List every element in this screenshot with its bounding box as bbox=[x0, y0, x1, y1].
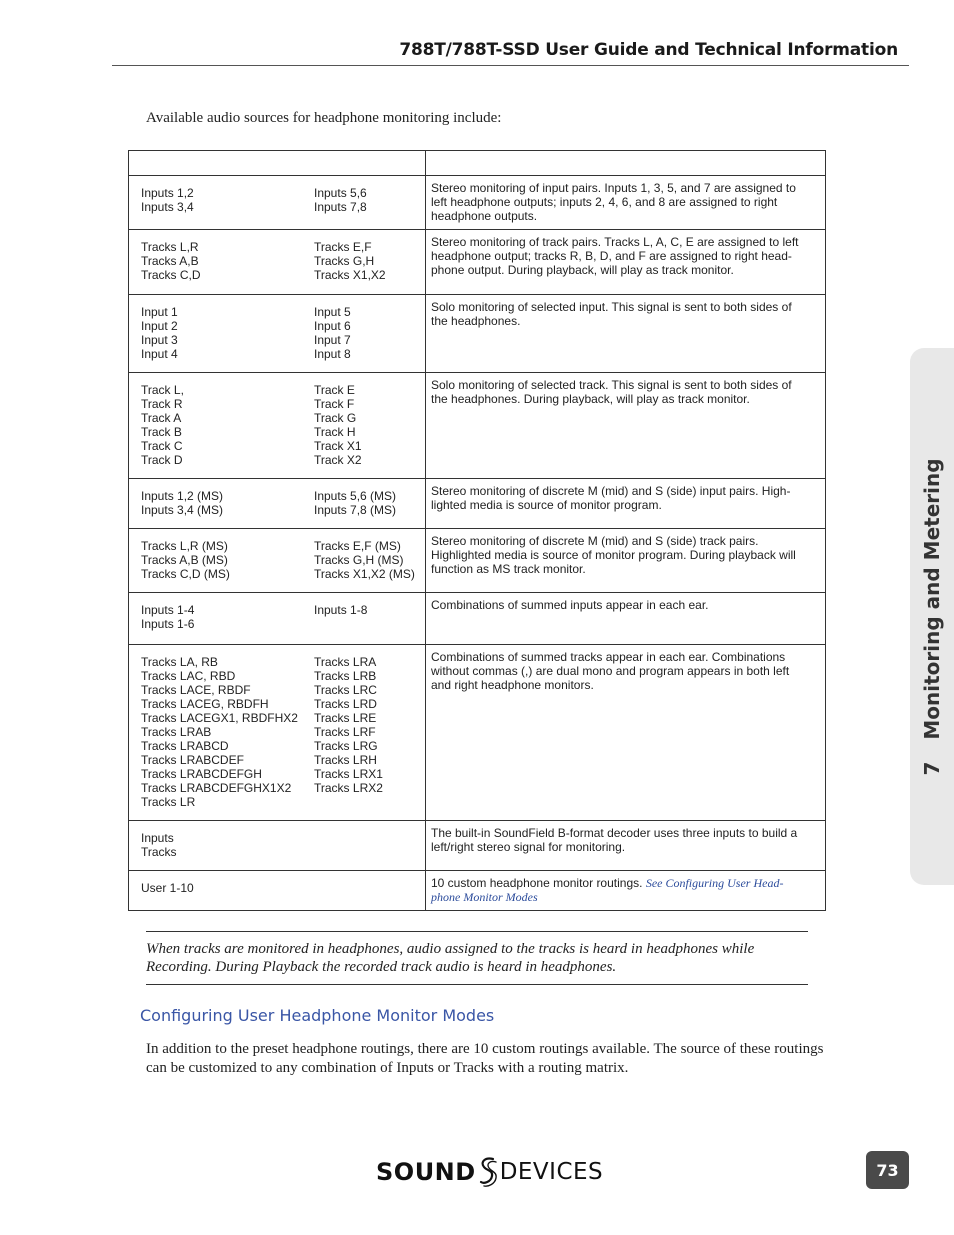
source-item: Tracks LACEG, RBDFH bbox=[141, 697, 269, 711]
description-cell bbox=[426, 230, 826, 295]
table-row bbox=[129, 593, 826, 645]
table-row bbox=[129, 529, 826, 593]
source-column bbox=[314, 881, 425, 895]
description-cell bbox=[426, 821, 826, 871]
page-header-title: 788T/788T-SSD User Guide and Technical Information bbox=[399, 40, 898, 60]
source-item: Tracks LRF bbox=[314, 725, 376, 739]
description-text: Solo monitoring of selected input. This signal is sent to both sides of the headphones. bbox=[431, 300, 792, 328]
headphone-sources-table bbox=[128, 150, 826, 911]
source-item: Tracks LRABCD bbox=[141, 739, 229, 753]
source-item: Track A bbox=[141, 411, 182, 425]
source-cell bbox=[129, 479, 426, 529]
note-text: When tracks are monitored in headphones, audio assigned to the tracks is heard in headphones while Recording. During Playback the recorded track audio is heard in headphones. bbox=[146, 941, 755, 975]
source-item: Track F bbox=[314, 397, 355, 411]
source-item: User 1-10 bbox=[141, 881, 194, 895]
page-number-badge: 73 bbox=[866, 1151, 909, 1189]
header-rule bbox=[112, 65, 909, 66]
source-item: Tracks C,D (MS) bbox=[141, 567, 230, 581]
source-item: Tracks E,F bbox=[314, 240, 372, 254]
table-row bbox=[129, 821, 826, 871]
source-item: Tracks E,F (MS) bbox=[314, 539, 401, 553]
source-item: Tracks LRAB bbox=[141, 725, 212, 739]
source-item: Tracks X1,X2 (MS) bbox=[314, 567, 415, 581]
source-item: Tracks L,R bbox=[141, 240, 199, 254]
source-item: Inputs 1-4 bbox=[141, 603, 195, 617]
source-item: Track X2 bbox=[314, 453, 362, 467]
table-header-cell-description bbox=[426, 151, 826, 176]
description-cell bbox=[426, 295, 826, 373]
source-item: Track C bbox=[141, 439, 183, 453]
source-item: Tracks LR bbox=[141, 795, 196, 809]
source-item: Track G bbox=[314, 411, 357, 425]
source-column bbox=[314, 831, 425, 859]
source-column bbox=[141, 240, 314, 282]
description-text: Stereo monitoring of discrete M (mid) and S (side) track pairs. Highlighted media is source of monitor program. During playback will function as MS track monitor. bbox=[431, 534, 796, 576]
source-item: Input 4 bbox=[141, 347, 178, 361]
description-text: Stereo monitoring of input pairs. Inputs 1, 3, 5, and 7 are assigned to left headphone outputs; inputs 2, 4, 6, and 8 are assigned to right headphone outputs. bbox=[431, 181, 796, 223]
cross-reference-link[interactable]: See Configuring User Head-phone Monitor Modes bbox=[431, 876, 784, 904]
table-row bbox=[129, 176, 826, 230]
source-item: Tracks X1,X2 bbox=[314, 268, 386, 282]
table-row bbox=[129, 645, 826, 821]
source-column bbox=[141, 539, 314, 581]
source-item: Input 7 bbox=[314, 333, 351, 347]
description-cell bbox=[426, 871, 826, 911]
source-item: Tracks LRE bbox=[314, 711, 377, 725]
source-column bbox=[314, 186, 425, 214]
source-item: Tracks LRC bbox=[314, 683, 377, 697]
source-column bbox=[141, 186, 314, 214]
table-row bbox=[129, 479, 826, 529]
source-item: Inputs 1,2 bbox=[141, 186, 194, 200]
source-item: Tracks LRH bbox=[314, 753, 377, 767]
table-header-cell-source bbox=[129, 151, 426, 176]
source-column bbox=[314, 240, 425, 282]
source-column bbox=[314, 489, 425, 517]
table-header-row bbox=[129, 151, 826, 176]
note-rule-bottom bbox=[146, 984, 808, 985]
table-row bbox=[129, 871, 826, 911]
source-item: Tracks A,B bbox=[141, 254, 199, 268]
source-cell bbox=[129, 295, 426, 373]
description-text: Stereo monitoring of discrete M (mid) and S (side) input pairs. High-lighted media is source of monitor program. bbox=[431, 484, 791, 512]
logo-devices-text: DEVICES bbox=[499, 1159, 604, 1185]
source-item: Tracks LRD bbox=[314, 697, 377, 711]
source-column bbox=[141, 881, 314, 895]
description-text: Combinations of summed inputs appear in each ear. bbox=[431, 598, 709, 612]
source-column bbox=[141, 383, 314, 467]
source-item: Track H bbox=[314, 425, 356, 439]
source-item: Input 1 bbox=[141, 305, 178, 319]
description-cell bbox=[426, 373, 826, 479]
source-column bbox=[141, 831, 314, 859]
chapter-side-tab-text bbox=[920, 458, 944, 775]
source-item: Inputs 1-8 bbox=[314, 603, 368, 617]
source-column bbox=[314, 603, 425, 631]
source-column bbox=[141, 603, 314, 631]
source-item: Tracks LRABCDEFGH bbox=[141, 767, 262, 781]
source-item: Inputs 3,4 (MS) bbox=[141, 503, 224, 517]
source-cell bbox=[129, 230, 426, 295]
source-item: Input 5 bbox=[314, 305, 351, 319]
source-item: Inputs 7,8 (MS) bbox=[314, 503, 397, 517]
source-cell bbox=[129, 645, 426, 821]
source-item: Tracks LACE, RBDF bbox=[141, 683, 251, 697]
sound-devices-logo bbox=[376, 1154, 603, 1190]
source-item: Tracks LACEGX1, RBDFHX2 bbox=[141, 711, 298, 725]
source-cell bbox=[129, 871, 426, 911]
source-item: Tracks G,H bbox=[314, 254, 375, 268]
source-item: Track X1 bbox=[314, 439, 362, 453]
source-item: Inputs 7,8 bbox=[314, 200, 367, 214]
source-item: Track D bbox=[141, 453, 183, 467]
source-column bbox=[141, 305, 314, 361]
description-text: Combinations of summed tracks appear in each ear. Combinations without commas (,) are dual mono and program appears in both left and right headphone monitors. bbox=[431, 650, 790, 692]
source-item: Tracks LRABCDEFGHX1X2 bbox=[141, 781, 292, 795]
source-item: Input 6 bbox=[314, 319, 351, 333]
table-row bbox=[129, 230, 826, 295]
description-cell bbox=[426, 593, 826, 645]
source-cell bbox=[129, 529, 426, 593]
source-item: Tracks bbox=[141, 845, 177, 859]
source-item: Tracks L,R (MS) bbox=[141, 539, 228, 553]
source-item: Inputs 5,6 bbox=[314, 186, 367, 200]
table-row bbox=[129, 295, 826, 373]
source-item: Tracks G,H (MS) bbox=[314, 553, 404, 567]
source-column bbox=[314, 655, 425, 809]
source-item: Input 3 bbox=[141, 333, 178, 347]
source-item: Input 8 bbox=[314, 347, 351, 361]
source-item: Inputs bbox=[141, 831, 174, 845]
source-item: Track B bbox=[141, 425, 182, 439]
section-heading: Configuring User Headphone Monitor Modes bbox=[140, 1006, 495, 1025]
chapter-number: 7 bbox=[920, 761, 944, 776]
source-cell bbox=[129, 373, 426, 479]
source-column bbox=[141, 655, 314, 809]
source-item: Inputs 1,2 (MS) bbox=[141, 489, 224, 503]
chapter-label: Monitoring and Metering bbox=[920, 457, 944, 740]
description-text: The built-in SoundField B-format decoder uses three inputs to build a left/right stereo signal for monitoring. bbox=[431, 826, 798, 854]
description-text: Stereo monitoring of track pairs. Tracks L, A, C, E are assigned to left headphone output; tracks R, B, D, and F are assigned to right head-phone output. During playback, will play as track monitor. bbox=[431, 235, 799, 277]
section-body: In addition to the preset headphone routings, there are 10 custom routings available. The source of these routings can be customized to any combination of Inputs or Tracks with a routing matrix. bbox=[146, 1041, 824, 1076]
source-cell bbox=[129, 821, 426, 871]
source-item: Input 2 bbox=[141, 319, 178, 333]
source-item: Tracks LAC, RBD bbox=[141, 669, 236, 683]
source-item: Track L, bbox=[141, 383, 184, 397]
description-cell bbox=[426, 645, 826, 821]
source-item: Tracks C,D bbox=[141, 268, 201, 282]
source-item: Tracks LRX2 bbox=[314, 781, 383, 795]
source-cell bbox=[129, 176, 426, 230]
description-cell bbox=[426, 479, 826, 529]
description-text: 10 custom headphone monitor routings. bbox=[431, 876, 643, 890]
source-column bbox=[314, 305, 425, 361]
source-item: Tracks LRX1 bbox=[314, 767, 383, 781]
note-rule-top bbox=[146, 931, 808, 932]
description-cell bbox=[426, 176, 826, 230]
source-item: Track R bbox=[141, 397, 183, 411]
source-item: Tracks LRG bbox=[314, 739, 378, 753]
logo-sound-text: SOUND bbox=[376, 1158, 476, 1186]
source-item: Tracks A,B (MS) bbox=[141, 553, 228, 567]
logo-wave-icon bbox=[477, 1156, 499, 1188]
source-item: Tracks LA, RB bbox=[141, 655, 218, 669]
intro-text: Available audio sources for headphone monitoring include: bbox=[146, 110, 502, 126]
table-row bbox=[129, 373, 826, 479]
source-item: Tracks LRB bbox=[314, 669, 377, 683]
chapter-side-tab[interactable] bbox=[910, 348, 954, 885]
description-text: Solo monitoring of selected track. This signal is sent to both sides of the headphones. During playback, will play as track monitor. bbox=[431, 378, 792, 406]
source-item: Inputs 5,6 (MS) bbox=[314, 489, 397, 503]
source-item: Track E bbox=[314, 383, 355, 397]
source-column bbox=[314, 539, 425, 581]
source-item: Inputs 1-6 bbox=[141, 617, 195, 631]
source-column bbox=[314, 383, 425, 467]
source-item: Inputs 3,4 bbox=[141, 200, 194, 214]
source-item: Tracks LRA bbox=[314, 655, 377, 669]
description-cell bbox=[426, 529, 826, 593]
source-item: Tracks LRABCDEF bbox=[141, 753, 244, 767]
source-column bbox=[141, 489, 314, 517]
source-cell bbox=[129, 593, 426, 645]
